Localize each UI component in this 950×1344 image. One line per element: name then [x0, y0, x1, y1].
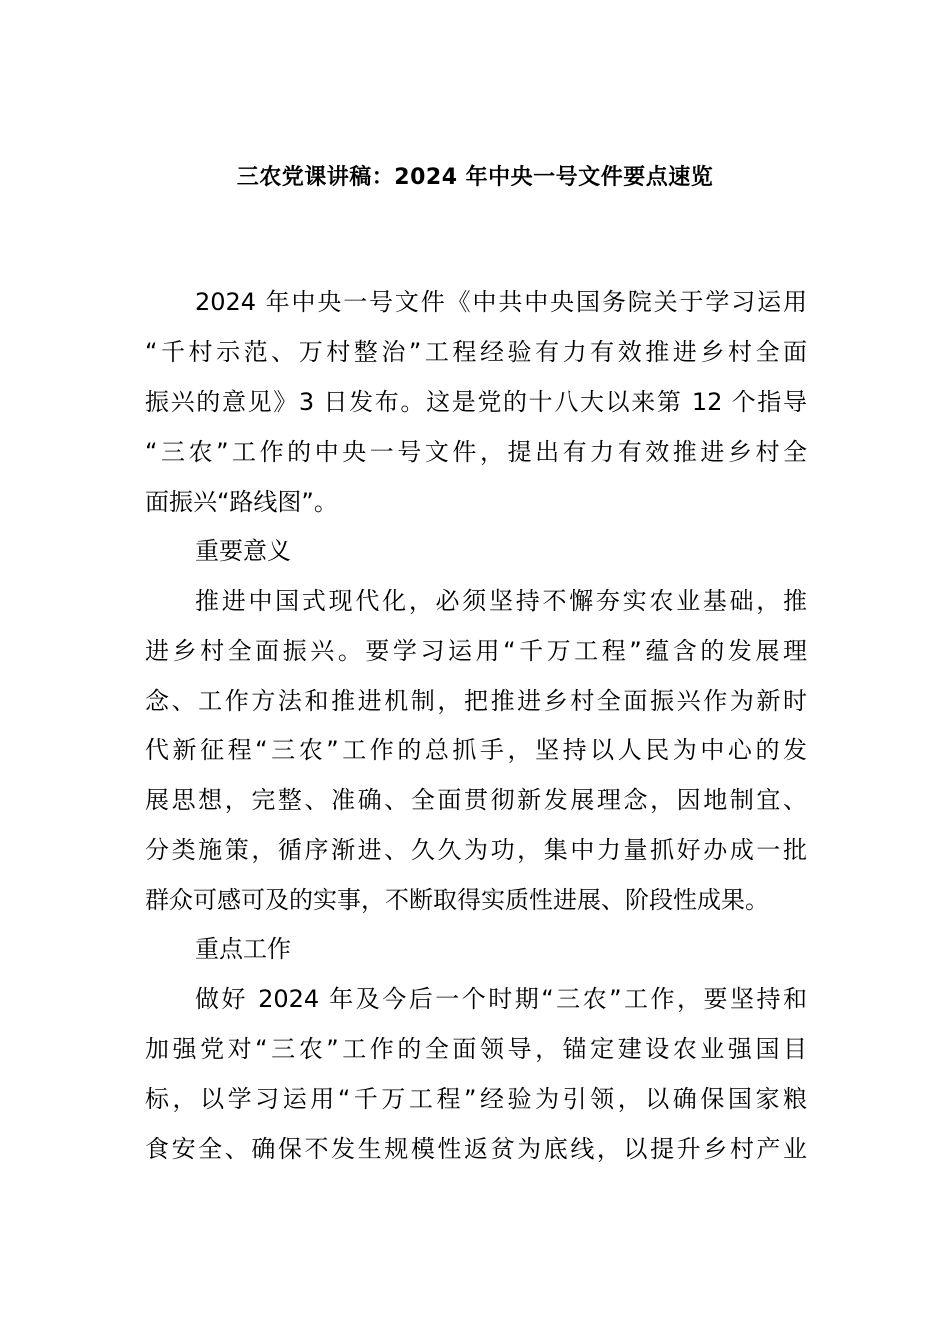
- paragraph-line: 群众可感可及的实事，不断取得实质性进展、阶段性成果。: [145, 886, 769, 914]
- paragraph-line: 进乡村全面振兴。要学习运用“千万工程”蕴含的发展理: [145, 637, 807, 665]
- paragraph-line: 分类施策，循序渐进、久久为功，集中力量抓好办成一批: [145, 836, 807, 864]
- paragraph-line: 食安全、确保不发生规模性返贫为底线，以提升乡村产业: [145, 1135, 807, 1163]
- paragraph-line: 2024 年中央一号文件《中共中央国务院关于学习运用: [195, 288, 807, 316]
- paragraph-line: 面振兴“路线图”。: [145, 488, 338, 516]
- document-title: 三农党课讲稿：2024 年中央一号文件要点速览: [236, 165, 714, 190]
- paragraph-line: 标，以学习运用“千万工程”经验为引领，以确保国家粮: [145, 1085, 807, 1113]
- paragraph-line: 加强党对“三农”工作的全面领导，锚定建设农业强国目: [145, 1035, 807, 1063]
- paragraph-line: 推进中国式现代化，必须坚持不懈夯实农业基础，推: [195, 587, 807, 615]
- section-heading: 重要意义: [195, 537, 291, 565]
- section-heading: 重点工作: [195, 935, 291, 963]
- paragraph-line: 代新征程“三农”工作的总抓手，坚持以人民为中心的发: [145, 736, 807, 764]
- paragraph-line: 展思想，完整、准确、全面贯彻新发展理念，因地制宜、: [145, 786, 807, 814]
- paragraph-line: “三农”工作的中央一号文件，提出有力有效推进乡村全: [145, 438, 807, 466]
- paragraph-line: “千村示范、万村整治”工程经验有力有效推进乡村全面: [145, 338, 807, 366]
- paragraph-line: 念、工作方法和推进机制，把推进乡村全面振兴作为新时: [145, 687, 807, 715]
- paragraph-line: 做好 2024 年及今后一个时期“三农”工作，要坚持和: [195, 985, 807, 1013]
- paragraph-line: 振兴的意见》3 日发布。这是党的十八大以来第 12 个指导: [145, 388, 807, 416]
